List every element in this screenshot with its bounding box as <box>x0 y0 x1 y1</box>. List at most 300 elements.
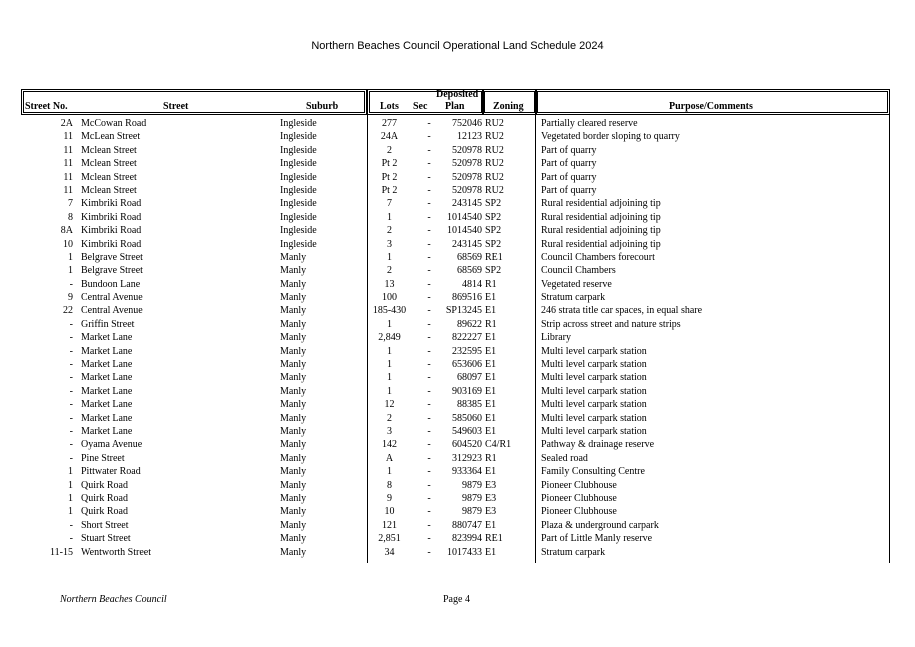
street-no-cell: - <box>69 318 73 330</box>
plan-cell: 822227 <box>452 332 482 344</box>
suburb-cell: Ingleside <box>280 118 317 129</box>
street-no-cell: - <box>69 385 73 397</box>
suburb-cell: Manly <box>280 318 307 330</box>
suburb-cell: Manly <box>280 278 307 290</box>
lots-cell: 10 <box>384 506 395 518</box>
lots-cell: 1 <box>387 466 392 478</box>
document-title: Northern Beaches Council Operational Land Schedule 2024 <box>311 40 604 52</box>
purpose-cell: Vegetated border sloping to quarry <box>541 131 680 143</box>
street-no-cell: 1 <box>68 251 73 263</box>
table-row <box>21 505 890 518</box>
sec-cell: - <box>427 158 431 170</box>
suburb-cell: Manly <box>280 546 307 558</box>
suburb-cell: Manly <box>280 519 307 531</box>
street-cell: Pittwater Road <box>81 466 141 478</box>
zoning-cell: RE1 <box>485 251 503 263</box>
lots-cell: 1 <box>387 385 392 397</box>
table-row <box>21 238 890 251</box>
table-row <box>21 398 890 411</box>
suburb-cell: Ingleside <box>280 238 317 250</box>
lots-cell: 1 <box>387 372 392 384</box>
zoning-cell: SP2 <box>485 211 502 223</box>
suburb-cell: Ingleside <box>280 131 317 143</box>
suburb-cell: Manly <box>280 251 307 263</box>
sec-cell: - <box>427 345 431 357</box>
table-row <box>21 412 890 425</box>
purpose-cell: Pioneer Clubhouse <box>541 492 617 504</box>
street-cell: Market Lane <box>81 372 133 384</box>
table-row <box>21 251 890 264</box>
purpose-cell: Part of quarry <box>541 171 597 183</box>
plan-cell: 243145 <box>452 198 482 210</box>
zoning-cell: SP2 <box>485 225 502 237</box>
street-cell: Wentworth Street <box>81 546 152 558</box>
sec-cell: - <box>427 225 431 237</box>
plan-cell: 68569 <box>457 251 482 263</box>
lots-cell: 12 <box>384 399 395 411</box>
table-row <box>21 117 890 130</box>
sec-cell: - <box>427 318 431 330</box>
street-cell: Mclean Street <box>81 184 137 196</box>
street-cell: Belgrave Street <box>81 251 143 263</box>
zoning-cell: E1 <box>485 345 497 357</box>
zoning-cell: R1 <box>485 278 497 290</box>
sec-cell: - <box>427 184 431 196</box>
zoning-cell: E1 <box>485 385 497 397</box>
plan-cell: 68569 <box>457 265 482 277</box>
zoning-cell: E1 <box>485 305 497 317</box>
table-row <box>21 425 890 438</box>
zoning-cell: SP2 <box>485 198 502 210</box>
suburb-cell: Manly <box>280 412 307 424</box>
purpose-cell: Multi level carpark station <box>541 372 647 384</box>
plan-cell: 88385 <box>457 399 482 411</box>
table-row <box>21 479 890 492</box>
purpose-cell: Rural residential adjoining tip <box>541 211 661 223</box>
purpose-cell: 246 strata title car spaces, in equal share <box>541 305 703 317</box>
street-no-cell: 11 <box>63 171 73 183</box>
suburb-cell: Manly <box>280 425 307 437</box>
plan-cell: 12123 <box>457 131 482 143</box>
plan-cell: 869516 <box>452 292 482 304</box>
zoning-cell: E1 <box>485 425 497 437</box>
plan-cell: 312923 <box>452 452 482 464</box>
sec-cell: - <box>427 292 431 304</box>
suburb-cell: Manly <box>280 439 307 451</box>
plan-cell: 903169 <box>452 385 482 397</box>
purpose-cell: Part of quarry <box>541 184 597 196</box>
street-no-cell: - <box>69 278 73 290</box>
table-row <box>21 211 890 224</box>
header-plan: Plan <box>445 101 465 112</box>
zoning-cell: E1 <box>485 372 497 384</box>
zoning-cell: SP2 <box>485 265 502 277</box>
street-cell: McLean Street <box>81 131 141 143</box>
table-row <box>21 331 890 344</box>
street-cell: Market Lane <box>81 399 133 411</box>
sec-cell: - <box>427 171 431 183</box>
street-no-cell: - <box>69 439 73 451</box>
purpose-cell: Strip across street and nature strips <box>541 318 681 330</box>
street-no-cell: 1 <box>68 506 73 518</box>
street-cell: Kimbriki Road <box>81 211 142 223</box>
sec-cell: - <box>427 425 431 437</box>
table-row <box>21 157 890 170</box>
lots-cell: 2 <box>387 412 392 424</box>
suburb-cell: Ingleside <box>280 225 317 237</box>
zoning-cell: E3 <box>485 506 497 518</box>
lots-cell: Pt 2 <box>381 158 398 170</box>
purpose-cell: Partially cleared reserve <box>541 118 638 129</box>
plan-cell: 933364 <box>452 466 482 478</box>
street-cell: Central Avenue <box>81 292 143 304</box>
suburb-cell: Ingleside <box>280 184 317 196</box>
lots-cell: 9 <box>387 492 392 504</box>
table-row <box>21 304 890 317</box>
street-no-cell: - <box>69 533 73 545</box>
street-no-cell: 1 <box>68 492 73 504</box>
lots-cell: 2,851 <box>378 533 401 545</box>
suburb-cell: Ingleside <box>280 144 317 156</box>
table-body <box>21 117 890 559</box>
table-row <box>21 224 890 237</box>
suburb-cell: Manly <box>280 345 307 357</box>
street-cell: Market Lane <box>81 425 133 437</box>
lots-cell: 2 <box>387 144 392 156</box>
street-no-cell: 1 <box>68 466 73 478</box>
lots-cell: Pt 2 <box>381 184 398 196</box>
zoning-cell: E1 <box>485 466 497 478</box>
plan-cell: 4814 <box>462 278 482 290</box>
purpose-cell: Multi level carpark station <box>541 385 647 397</box>
street-no-cell: - <box>69 345 73 357</box>
plan-cell: 823994 <box>452 533 482 545</box>
street-no-cell: - <box>69 332 73 344</box>
street-no-cell: 22 <box>63 305 73 317</box>
purpose-cell: Part of quarry <box>541 144 597 156</box>
street-cell: Bundoon Lane <box>81 278 141 290</box>
suburb-cell: Ingleside <box>280 171 317 183</box>
street-no-cell: 11-15 <box>50 546 73 558</box>
street-cell: Kimbriki Road <box>81 225 142 237</box>
purpose-cell: Multi level carpark station <box>541 359 647 371</box>
purpose-cell: Rural residential adjoining tip <box>541 238 661 250</box>
zoning-cell: E1 <box>485 359 497 371</box>
purpose-cell: Council Chambers <box>541 265 616 277</box>
zoning-cell: E1 <box>485 546 497 558</box>
street-no-cell: - <box>69 399 73 411</box>
suburb-cell: Manly <box>280 385 307 397</box>
lots-cell: 1 <box>387 211 392 223</box>
zoning-cell: R1 <box>485 452 497 464</box>
plan-cell: 549603 <box>452 425 482 437</box>
sec-cell: - <box>427 439 431 451</box>
sec-cell: - <box>427 238 431 250</box>
street-cell: Stuart Street <box>81 533 131 545</box>
purpose-cell: Pioneer Clubhouse <box>541 479 617 491</box>
lots-cell: 24A <box>380 131 399 143</box>
lots-cell: 2,849 <box>378 332 401 344</box>
suburb-cell: Manly <box>280 479 307 491</box>
sec-cell: - <box>427 131 431 143</box>
table-row <box>21 197 890 210</box>
lots-cell: 185-430 <box>372 305 407 317</box>
plan-cell: 232595 <box>452 345 482 357</box>
suburb-cell: Manly <box>280 305 307 317</box>
table-row <box>21 291 890 304</box>
footer-council: Northern Beaches Council <box>60 594 167 605</box>
purpose-cell: Council Chambers forecourt <box>541 251 655 263</box>
sec-cell: - <box>427 278 431 290</box>
street-cell: Market Lane <box>81 412 133 424</box>
purpose-cell: Multi level carpark station <box>541 425 647 437</box>
zoning-cell: R1 <box>485 318 497 330</box>
street-no-cell: 7 <box>68 198 73 210</box>
lots-cell: 121 <box>382 519 397 531</box>
zoning-cell: RU2 <box>485 131 504 143</box>
street-cell: Kimbriki Road <box>81 238 142 250</box>
sec-cell: - <box>427 546 431 558</box>
table-row <box>21 452 890 465</box>
suburb-cell: Manly <box>280 492 307 504</box>
zoning-cell: E1 <box>485 519 497 531</box>
plan-cell: 9879 <box>462 479 482 491</box>
header-street: Street <box>163 101 189 112</box>
table-row <box>21 465 890 478</box>
suburb-cell: Manly <box>280 372 307 384</box>
plan-cell: SP13245 <box>445 305 482 317</box>
zoning-cell: C4/R1 <box>485 439 512 451</box>
zoning-cell: RU2 <box>485 158 504 170</box>
lots-cell: 13 <box>384 278 395 290</box>
purpose-cell: Rural residential adjoining tip <box>541 225 661 237</box>
suburb-cell: Ingleside <box>280 211 317 223</box>
zoning-cell: RU2 <box>485 118 504 129</box>
lots-cell: 100 <box>382 292 397 304</box>
purpose-cell: Multi level carpark station <box>541 412 647 424</box>
street-cell: Belgrave Street <box>81 265 143 277</box>
street-no-cell: - <box>69 452 73 464</box>
table-row <box>21 532 890 545</box>
zoning-cell: E3 <box>485 479 497 491</box>
lots-cell: A <box>385 452 394 464</box>
table-row <box>21 546 890 559</box>
lots-cell: 8 <box>387 479 392 491</box>
plan-cell: 520978 <box>452 144 482 156</box>
header-lots: Lots <box>380 101 399 112</box>
lots-cell: 1 <box>387 251 392 263</box>
street-cell: Kimbriki Road <box>81 198 142 210</box>
purpose-cell: Library <box>541 332 571 344</box>
street-cell: Market Lane <box>81 345 133 357</box>
table-row <box>21 318 890 331</box>
plan-cell: 9879 <box>462 492 482 504</box>
table-row <box>21 264 890 277</box>
suburb-cell: Manly <box>280 533 307 545</box>
suburb-cell: Manly <box>280 265 307 277</box>
suburb-cell: Manly <box>280 452 307 464</box>
street-cell: Market Lane <box>81 359 133 371</box>
sec-cell: - <box>427 198 431 210</box>
plan-cell: 653606 <box>452 359 482 371</box>
street-cell: Griffin Street <box>81 318 135 330</box>
zoning-cell: RU2 <box>485 184 504 196</box>
plan-cell: 520978 <box>452 184 482 196</box>
plan-cell: 880747 <box>452 519 482 531</box>
street-cell: Quirk Road <box>81 479 128 491</box>
sec-cell: - <box>427 211 431 223</box>
lots-cell: Pt 2 <box>381 171 398 183</box>
street-no-cell: 8 <box>68 211 73 223</box>
header-zoning: Zoning <box>493 101 524 112</box>
plan-cell: 89622 <box>457 318 482 330</box>
suburb-cell: Manly <box>280 506 307 518</box>
zoning-cell: SP2 <box>485 238 502 250</box>
street-no-cell: 10 <box>63 238 73 250</box>
table-row <box>21 492 890 505</box>
purpose-cell: Multi level carpark station <box>541 399 647 411</box>
street-cell: Quirk Road <box>81 506 128 518</box>
sec-cell: - <box>427 533 431 545</box>
street-no-cell: - <box>69 359 73 371</box>
zoning-cell: E1 <box>485 399 497 411</box>
suburb-cell: Manly <box>280 292 307 304</box>
table-row <box>21 144 890 157</box>
plan-cell: 1014540 <box>447 225 482 237</box>
table-row <box>21 130 890 143</box>
sec-cell: - <box>427 399 431 411</box>
street-cell: Market Lane <box>81 332 133 344</box>
street-no-cell: 8A <box>60 225 73 237</box>
purpose-cell: Stratum carpark <box>541 546 606 558</box>
table-row <box>21 184 890 197</box>
suburb-cell: Ingleside <box>280 158 317 170</box>
purpose-cell: Pathway & drainage reserve <box>541 439 655 451</box>
street-cell: Mclean Street <box>81 144 137 156</box>
purpose-cell: Sealed road <box>541 452 588 464</box>
zoning-cell: E1 <box>485 412 497 424</box>
suburb-cell: Ingleside <box>280 198 317 210</box>
sec-cell: - <box>427 412 431 424</box>
street-cell: Central Avenue <box>81 305 143 317</box>
purpose-cell: Part of quarry <box>541 158 597 170</box>
lots-cell: 2 <box>387 265 392 277</box>
lots-cell: 1 <box>387 359 392 371</box>
street-no-cell: 11 <box>63 158 73 170</box>
street-no-cell: 11 <box>63 184 73 196</box>
sec-cell: - <box>427 479 431 491</box>
schedule-table <box>21 89 890 563</box>
suburb-cell: Manly <box>280 399 307 411</box>
suburb-cell: Manly <box>280 359 307 371</box>
purpose-cell: Part of Little Manly reserve <box>541 533 653 545</box>
zoning-cell: RU2 <box>485 144 504 156</box>
street-cell: Quirk Road <box>81 492 128 504</box>
plan-cell: 1014540 <box>447 211 482 223</box>
street-cell: Pine Street <box>81 452 125 464</box>
purpose-cell: Multi level carpark station <box>541 345 647 357</box>
plan-cell: 520978 <box>452 171 482 183</box>
plan-cell: 752046 <box>452 118 482 129</box>
lots-cell: 1 <box>387 345 392 357</box>
lots-cell: 3 <box>387 238 392 250</box>
street-no-cell: - <box>69 519 73 531</box>
lots-cell: 34 <box>384 546 395 558</box>
plan-cell: 585060 <box>452 412 482 424</box>
purpose-cell: Stratum carpark <box>541 292 606 304</box>
purpose-cell: Family Consulting Centre <box>541 466 645 478</box>
purpose-cell: Vegetated reserve <box>541 278 612 290</box>
plan-cell: 604520 <box>452 439 482 451</box>
street-no-cell: 1 <box>68 479 73 491</box>
sec-cell: - <box>427 265 431 277</box>
sec-cell: - <box>427 118 431 129</box>
plan-cell: 243145 <box>452 238 482 250</box>
zoning-cell: E1 <box>485 292 497 304</box>
zoning-cell: RE1 <box>485 533 503 545</box>
street-no-cell: 1 <box>68 265 73 277</box>
sec-cell: - <box>427 492 431 504</box>
sec-cell: - <box>427 372 431 384</box>
sec-cell: - <box>427 519 431 531</box>
sec-cell: - <box>427 332 431 344</box>
purpose-cell: Plaza & underground carpark <box>541 519 659 531</box>
purpose-cell: Rural residential adjoining tip <box>541 198 661 210</box>
sec-cell: - <box>427 359 431 371</box>
plan-cell: 1017433 <box>447 546 482 558</box>
street-no-cell: 9 <box>68 292 73 304</box>
plan-cell: 68097 <box>457 372 482 384</box>
street-no-cell: 2A <box>60 118 73 129</box>
table-row <box>21 278 890 291</box>
lots-cell: 3 <box>387 425 392 437</box>
footer-page-number: Page 4 <box>443 594 470 605</box>
sec-cell: - <box>427 506 431 518</box>
sec-cell: - <box>427 251 431 263</box>
lots-cell: 277 <box>382 118 397 129</box>
street-cell: McCowan Road <box>81 118 147 129</box>
street-no-cell: 11 <box>63 144 73 156</box>
table-row <box>21 345 890 358</box>
street-cell: Mclean Street <box>81 171 137 183</box>
sec-cell: - <box>427 305 431 317</box>
table-row <box>21 171 890 184</box>
street-cell: Short Street <box>81 519 129 531</box>
sec-cell: - <box>427 385 431 397</box>
purpose-cell: Pioneer Clubhouse <box>541 506 617 518</box>
lots-cell: 142 <box>382 439 397 451</box>
lots-cell: 1 <box>387 318 392 330</box>
lots-cell: 2 <box>387 225 392 237</box>
header-street-no: Street No. <box>25 101 68 112</box>
street-no-cell: 11 <box>63 131 73 143</box>
street-cell: Oyama Avenue <box>81 439 143 451</box>
zoning-cell: RU2 <box>485 171 504 183</box>
header-deposited: Deposited <box>436 89 479 100</box>
table-row <box>21 385 890 398</box>
street-cell: Market Lane <box>81 385 133 397</box>
header-sec: Sec <box>413 101 428 112</box>
table-row <box>21 438 890 451</box>
plan-cell: 520978 <box>452 158 482 170</box>
table-row <box>21 371 890 384</box>
street-cell: Mclean Street <box>81 158 137 170</box>
suburb-cell: Manly <box>280 332 307 344</box>
zoning-cell: E1 <box>485 332 497 344</box>
lots-cell: 7 <box>387 198 392 210</box>
table-row <box>21 358 890 371</box>
suburb-cell: Manly <box>280 466 307 478</box>
